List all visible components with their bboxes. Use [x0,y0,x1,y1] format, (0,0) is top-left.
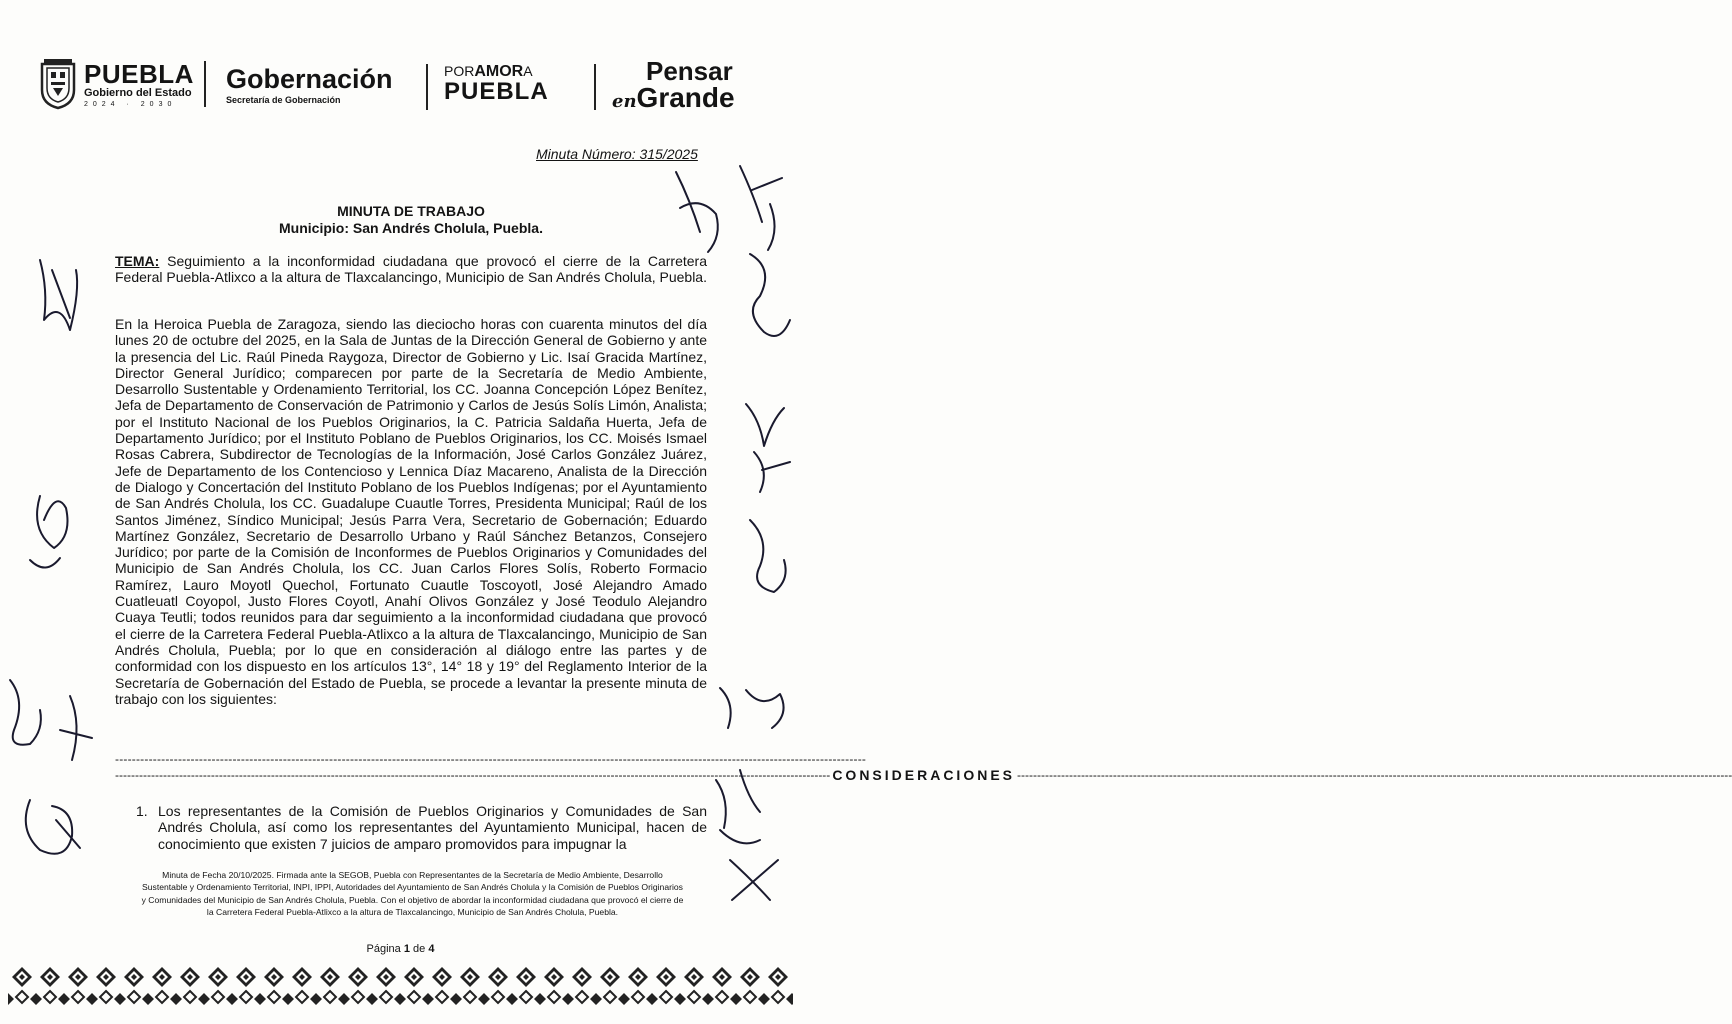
signature-mark [750,254,790,336]
puebla-years: 2024 · 2030 [84,100,177,108]
pensar-en-grande-logo [612,58,735,112]
grande-text: Grande [636,82,735,113]
signature-mark [720,830,760,843]
header-divider [204,61,206,107]
consideraciones-heading [115,767,1732,783]
en-text: en [612,91,637,112]
page-current: 1 [403,943,410,955]
por-amor-a-puebla-logo [444,64,549,104]
puebla-shield-icon [38,58,78,110]
pensar-text: Pensar [646,56,733,86]
page-total: 4 [428,943,435,955]
signature-mark [746,404,784,446]
header-divider [594,64,596,110]
document-title: MINUTA DE TRABAJO [337,203,485,219]
decorative-border [8,963,793,1007]
gobernacion-title: Gobernación [226,64,393,94]
dash-separator: ----------------------------------------------------------------------------------------------------------------------------------------------------------------------------------- [115,752,867,766]
tema-paragraph [115,253,707,286]
list-item [136,803,707,852]
list-item-number: 1. [136,803,148,819]
signature-mark [52,270,70,318]
page-label: Página [366,943,401,955]
signature-mark [730,860,778,900]
consideraciones-title: CONSIDERACIONES [832,767,1015,783]
signature-mark [40,260,77,330]
tema-text: Seguimiento a la inconformidad ciudadana que provocó el cierre de la Carretera Federal Puebla-Atlixco a la altura de Tlaxcalancingo, Municipio de San Andrés Cholula, Puebla. [115,253,707,286]
page-of: de [413,943,426,955]
page-number [0,943,801,955]
signature-mark [30,558,60,568]
dash-separator: ----------------------------------------------------------------------------------------------------------------------------------------------------------------------------------- [115,768,831,782]
puebla-text: PUEBLA [444,78,549,105]
minuta-number: Minuta Número: 315/2025 [536,146,698,162]
signature-mark [26,800,72,854]
footer-note: Minuta de Fecha 20/10/2025. Firmada ante la SEGOB, Puebla con Representantes de la Secretaría de Medio Ambiente, Desarrollo Sustentable y Ordenamiento Territorial, INPI, IPPI, Autoridades del Ayuntamiento de San Andrés Cholula y la Comisión de Pueblos Originarios y Comunidades del Municipio de San Andrés Cholula, Puebla. Con el objetivo de abordar la inconformidad ciudadana que provocó el cierre de la Carretera Federal Puebla-Atlixco a la altura de Tlaxcalancingo, Municipio de San Andrés Cholula, Puebla. [141,870,684,918]
signature-mark [754,452,790,492]
a-text: A [523,63,533,79]
signature-mark [720,688,784,728]
signature-mark [56,820,80,848]
puebla-government-logo [38,56,206,112]
list-item-text: Los representantes de la Comisión de Pueblos Originarios y Comunidades de San Andrés Cholula, así como los representantes del Ayuntamiento Municipal, hacen de conocimiento que existen 7 juicios de amparo promovidos para impugnar la [158,803,707,852]
main-paragraph: En la Heroica Puebla de Zaragoza, siendo las dieciocho horas con cuarenta minutos del día lunes 20 de octubre del 2025, en la Sala de Juntas de la Dirección General de Gobierno y ante la presencia del Lic. Raúl Pineda Raygoza, Director de Gobierno y Lic. Isaí Gracida Martínez, Director General Jurídico; comparecen por parte de la Secretaría de Medio Ambiente, Desarrollo Sustentable y Ordenamiento Territorial, los CC. Joanna Concepción López Benítez, Jefa de Departamento de Conservación de Patrimonio y Carlos de Jesús Solís Limón, Analista; por el Instituto Nacional de los Pueblos Originarios, la C. Patricia Saldaña Huerta, Jefa de Departamento Jurídico; por el Instituto Poblano de Pueblos Originarios, los CC. Moisés Ismael Rosas Cabrera, Subdirector de Tecnologías de la Información, José Carlos González Juárez, Jefe de Departamento de los Contencioso y Lennica Díaz Macareno, Analista de la Dirección de Dialogo y Concertación del Instituto Poblano de los Pueblos Indígenas; por el Ayuntamiento de San Andrés Cholula, los CC. Guadalupe Cuautle Torres, Presidenta Municipal; Raúl de los Santos Jiménez, Síndico Municipal; Jesús Parra Vera, Secretario de Gobernación; Eduardo Martínez González, Secretario de Desarrollo Urbano y Raúl Sánchez Betanzos, Consejero Jurídico; por parte de la Comisión de Inconformes de Pueblos Originarios y Comunidades del Municipio de San Andrés Cholula, los CC. Juan Carlos Flores Solís, Roberto Formacio Ramírez, Lauro Moyotl Quechol, Fortunato Cuautle Toscoyotl, José Alejandro Amado Cuatleuatl Coyopol, Justo Flores Coyotl, Anahí Olivos González y José Teodulo Alejandro Cuaya Teutli; todos reunidos para dar seguimiento a la inconformidad ciudadana que provocó el cierre de la Carretera Federal Puebla-Atlixco a la altura de Tlaxcalancingo, Municipio de San Andrés Cholula, Puebla; por lo que en consideración al diálogo entre las partes y de conformidad con los dispuesto en los artículos 13°, 14° 18 y 19° del Reglamento Interior de la Secretaría de Gobernación del Estado de Puebla, se procede a levantar la presente minuta de trabajo con los siguientes: [115,316,707,707]
dash-separator: ----------------------------------------------------------------------------------------------------------------------------------------------------------------------------------- [1017,768,1732,782]
puebla-subtitle: Gobierno del Estado [84,86,192,99]
signature-mark [60,696,92,760]
document-municipio: Municipio: San Andrés Cholula, Puebla. [279,220,543,236]
amor-text: AMOR [474,63,524,80]
signature-mark [750,520,786,592]
puebla-title: PUEBLA [84,58,194,89]
header-divider [426,64,428,110]
gobernacion-subtitle: Secretaría de Gobernación [226,95,341,105]
signature-mark [37,496,67,548]
signature-mark [10,680,41,745]
tema-label: TEMA: [115,253,160,269]
gobernacion-logo [226,66,393,105]
signature-mark [740,166,782,250]
por-text: POR [444,63,475,79]
